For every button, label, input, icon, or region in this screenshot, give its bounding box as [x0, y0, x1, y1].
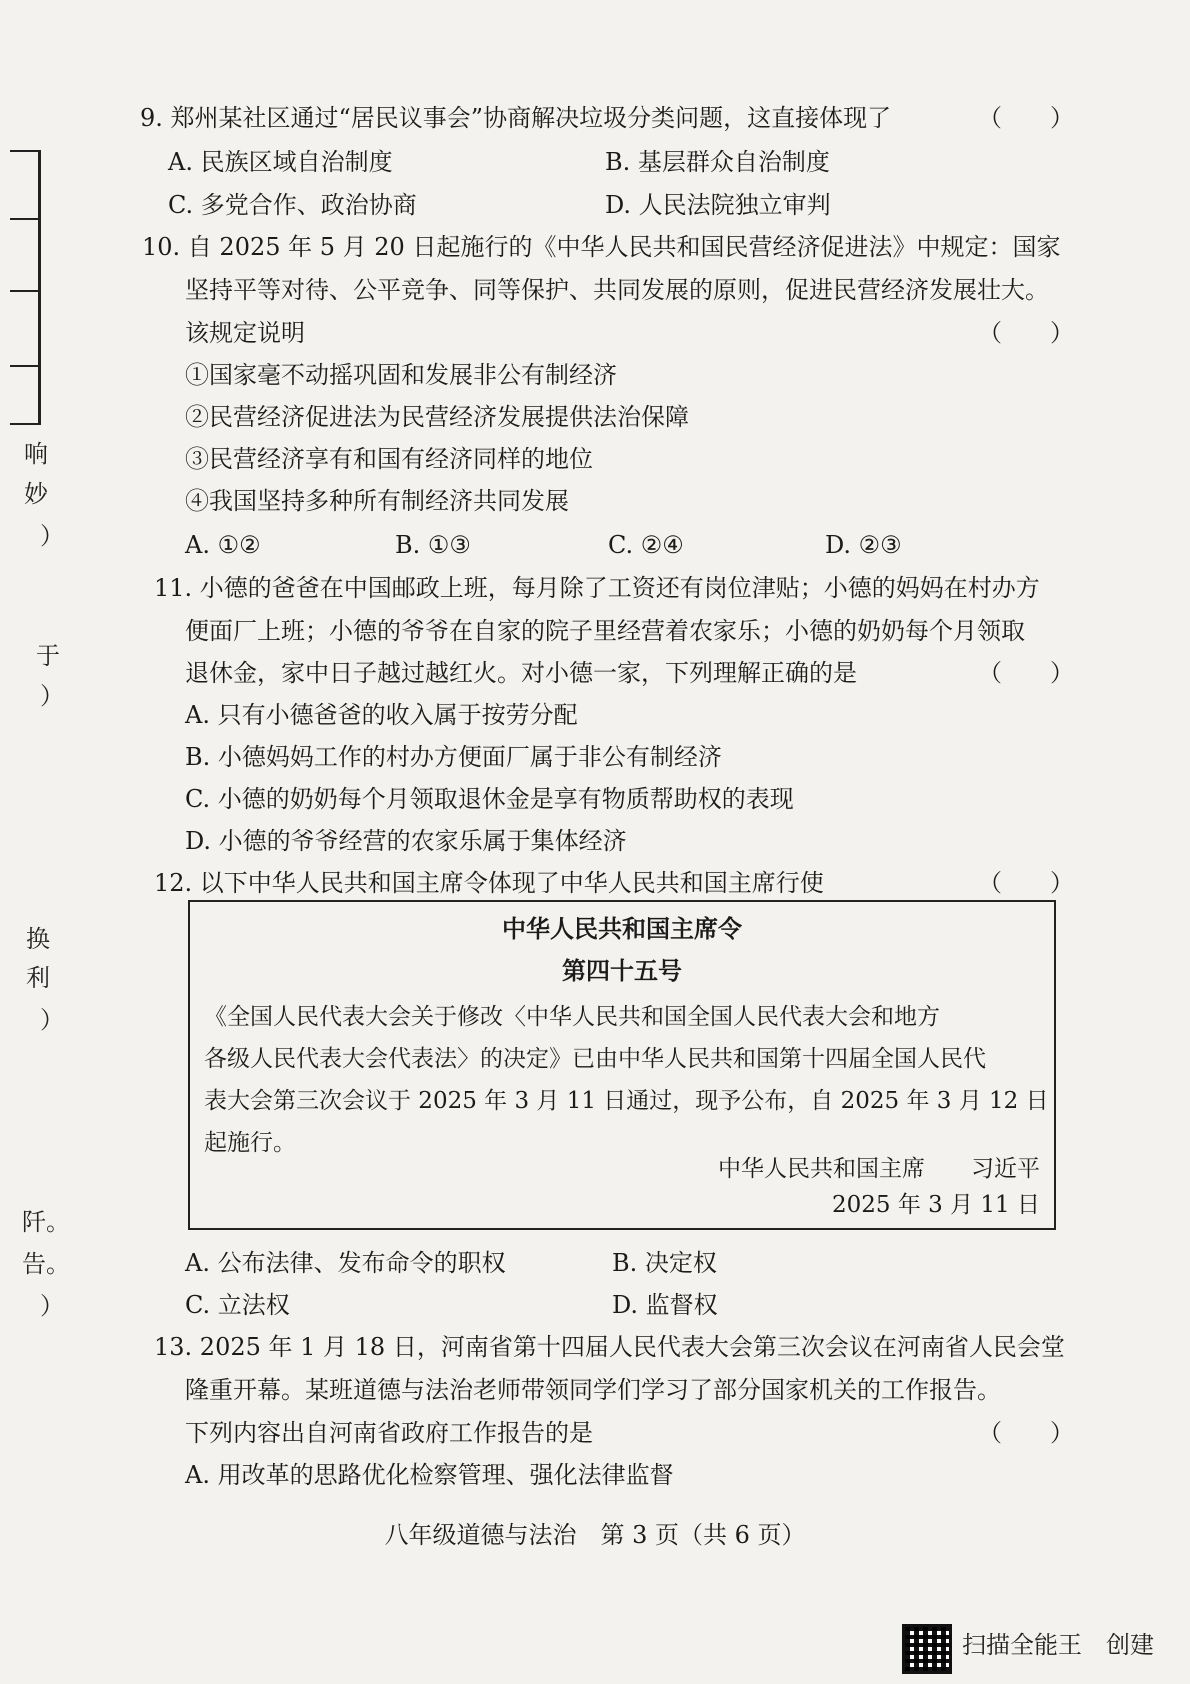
question-stem: 下列内容出自河南省政府工作报告的是 [185, 1419, 593, 1447]
decree-date: 2025 年 3 月 11 日 [832, 1192, 1040, 1218]
question-stem: 11. 小德的爸爸在中国邮政上班，每月除了工资还有岗位津贴；小德的妈妈在村办方 [154, 574, 1040, 602]
option-c[interactable]: C. 多党合作、政治协商 [168, 191, 417, 219]
answer-blank[interactable]: （ ） [978, 659, 1074, 687]
option-b[interactable]: B. 决定权 [612, 1249, 717, 1277]
scanner-watermark: 扫描全能王 创建 [962, 1631, 1154, 1659]
margin-fragment: 告。 [22, 1250, 70, 1278]
option-d[interactable]: D. 人民法院独立审判 [605, 191, 831, 219]
option-a[interactable]: A. 只有小德爸爸的收入属于按劳分配 [185, 701, 578, 729]
option-b[interactable]: B. ①③ [395, 531, 471, 559]
answer-blank[interactable]: （ ） [978, 319, 1074, 347]
decree-number: 第四十五号 [562, 956, 682, 985]
decree-signer: 中华人民共和国主席 习近平 [718, 1156, 1040, 1182]
question-stem: 隆重开幕。某班道德与法治老师带领同学们学习了部分国家机关的工作报告。 [185, 1376, 1001, 1404]
option-c[interactable]: C. ②④ [608, 531, 684, 559]
option-d[interactable]: D. ②③ [825, 531, 902, 559]
question-stem: 13. 2025 年 1 月 18 日，河南省第十四届人民代表大会第三次会议在河南省人民会堂 [154, 1333, 1065, 1361]
qr-code-icon [902, 1624, 952, 1674]
decree-body: 各级人民代表大会代表法〉的决定》已由中华人民共和国第十四届全国人民代 [204, 1046, 986, 1072]
question-stem: 9. 郑州某社区通过“居民议事会”协商解决垃圾分类问题，这直接体现了 [140, 104, 892, 132]
statement-4: ④我国坚持多种所有制经济共同发展 [185, 487, 569, 515]
margin-fragment: ） [40, 1292, 64, 1320]
option-a[interactable]: A. 民族区域自治制度 [168, 148, 393, 176]
option-a[interactable]: A. ①② [185, 531, 261, 559]
margin-fragment: 阡。 [22, 1208, 70, 1236]
option-c[interactable]: C. 立法权 [185, 1291, 290, 1319]
margin-fragment: 利 [26, 964, 50, 992]
margin-fragment: 妙 [24, 480, 48, 508]
margin-fragment: ） [40, 1006, 64, 1034]
margin-fragment: 换 [26, 925, 50, 953]
option-a[interactable]: A. 公布法律、发布命令的职权 [185, 1249, 506, 1277]
statement-3: ③民营经济享有和国有经济同样的地位 [185, 445, 593, 473]
question-stem: 坚持平等对待、公平竞争、同等保护、共同发展的原则，促进民营经济发展壮大。 [185, 276, 1049, 304]
option-d[interactable]: D. 小德的爷爷经营的农家乐属于集体经济 [185, 827, 627, 855]
option-a[interactable]: A. 用改革的思路优化检察管理、强化法律监督 [185, 1461, 674, 1489]
decree-box [188, 900, 1056, 1230]
option-c[interactable]: C. 小德的奶奶每个月领取退休金是享有物质帮助权的表现 [185, 785, 794, 813]
margin-fragment: 响 [24, 440, 48, 468]
answer-blank[interactable]: （ ） [978, 869, 1074, 897]
page-footer: 八年级道德与法治 第 3 页（共 6 页） [384, 1521, 806, 1549]
option-b[interactable]: B. 小德妈妈工作的村办方便面厂属于非公有制经济 [185, 743, 722, 771]
decree-body: 《全国人民代表大会关于修改〈中华人民共和国全国人民代表大会和地方 [204, 1004, 940, 1030]
margin-fragment: 于 [36, 642, 60, 670]
question-stem: 该规定说明 [185, 319, 305, 347]
decree-body: 表大会第三次会议于 2025 年 3 月 11 日通过，现予公布，自 2025 年 3 月 12 日 [204, 1088, 1049, 1114]
margin-fragment: ） [40, 522, 64, 550]
question-stem: 退休金，家中日子越过越红火。对小德一家，下列理解正确的是 [185, 659, 857, 687]
answer-blank[interactable]: （ ） [978, 1419, 1074, 1447]
statement-2: ②民营经济促进法为民营经济发展提供法治保障 [185, 403, 689, 431]
margin-fragment: ） [40, 682, 64, 710]
statement-1: ①国家毫不动摇巩固和发展非公有制经济 [185, 361, 617, 389]
decree-title: 中华人民共和国主席令 [502, 914, 742, 943]
option-d[interactable]: D. 监督权 [612, 1291, 718, 1319]
option-b[interactable]: B. 基层群众自治制度 [605, 148, 830, 176]
decree-body: 起施行。 [204, 1130, 296, 1156]
answer-blank[interactable]: （ ） [978, 104, 1074, 132]
question-stem: 12. 以下中华人民共和国主席令体现了中华人民共和国主席行使 [154, 869, 824, 897]
question-stem: 10. 自 2025 年 5 月 20 日起施行的《中华人民共和国民营经济促进法》中规定：国家 [142, 233, 1061, 261]
question-stem: 便面厂上班；小德的爷爷在自家的院子里经营着农家乐；小德的奶奶每个月领取 [185, 617, 1025, 645]
